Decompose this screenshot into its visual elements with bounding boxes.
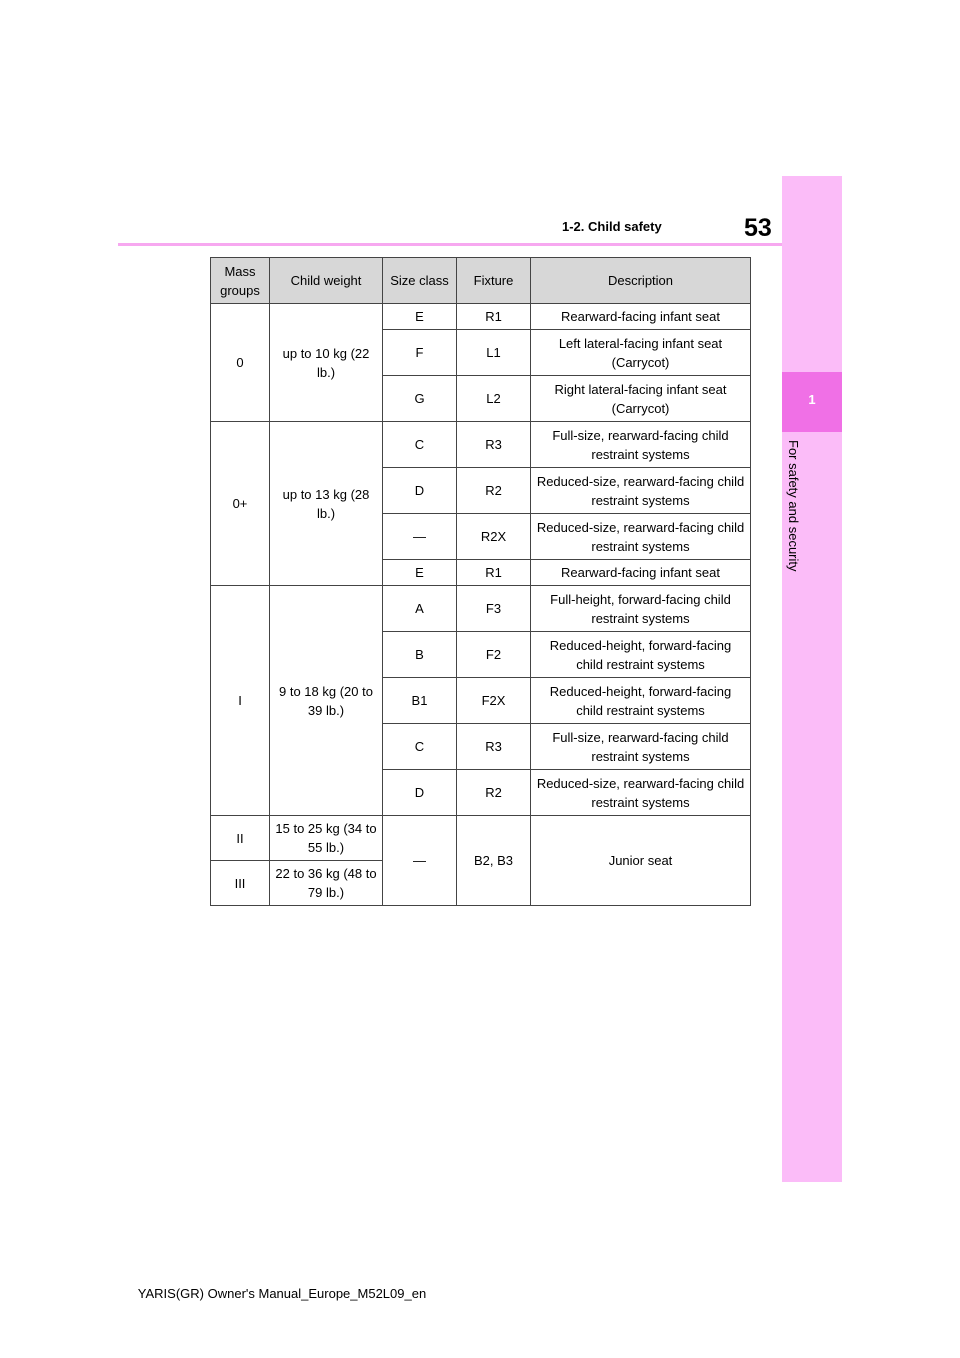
fixture-cell: B2, B3 bbox=[457, 816, 531, 906]
description-cell: Reduced-size, rearward-facing child restraint systems bbox=[531, 770, 751, 816]
mass-group-cell: II bbox=[211, 816, 270, 861]
child-weight-cell: 9 to 18 kg (20 to 39 lb.) bbox=[270, 586, 383, 816]
chapter-title: For safety and security bbox=[786, 440, 801, 572]
size-class-cell: C bbox=[383, 422, 457, 468]
size-class-cell: — bbox=[383, 816, 457, 906]
chapter-side-tab bbox=[782, 176, 842, 1182]
fixture-cell: R1 bbox=[457, 560, 531, 586]
description-cell: Reduced-height, forward-facing child restraint systems bbox=[531, 632, 751, 678]
fixture-cell: F2X bbox=[457, 678, 531, 724]
size-class-cell: B bbox=[383, 632, 457, 678]
description-cell: Rearward-facing infant seat bbox=[531, 304, 751, 330]
fixture-cell: R2 bbox=[457, 468, 531, 514]
size-class-cell: C bbox=[383, 724, 457, 770]
page-number: 53 bbox=[744, 214, 772, 242]
child-weight-cell: up to 10 kg (22 lb.) bbox=[270, 304, 383, 422]
mass-group-cell: I bbox=[211, 586, 270, 816]
description-cell: Reduced-size, rearward-facing child restraint systems bbox=[531, 468, 751, 514]
size-class-cell: D bbox=[383, 770, 457, 816]
size-class-cell: E bbox=[383, 304, 457, 330]
fixture-cell: F2 bbox=[457, 632, 531, 678]
table-row bbox=[211, 816, 751, 861]
fixture-cell: R1 bbox=[457, 304, 531, 330]
header-mass-groups: Mass groups bbox=[211, 258, 270, 304]
description-cell: Left lateral-facing infant seat (Carrycot) bbox=[531, 330, 751, 376]
fixture-cell: R3 bbox=[457, 724, 531, 770]
header-rule bbox=[118, 243, 782, 246]
footer bbox=[0, 1286, 960, 1301]
child-restraint-size-class-table bbox=[210, 257, 751, 906]
table-row bbox=[211, 586, 751, 632]
description-cell: Reduced-height, forward-facing child restraint systems bbox=[531, 678, 751, 724]
fixture-cell: L1 bbox=[457, 330, 531, 376]
description-cell: Reduced-size, rearward-facing child restraint systems bbox=[531, 514, 751, 560]
header-fixture: Fixture bbox=[457, 258, 531, 304]
size-class-cell: A bbox=[383, 586, 457, 632]
description-cell: Rearward-facing infant seat bbox=[531, 560, 751, 586]
fixture-cell: R2 bbox=[457, 770, 531, 816]
child-weight-cell: 15 to 25 kg (34 to 55 lb.) bbox=[270, 816, 383, 861]
footer-text: YARIS(GR) Owner's Manual_Europe_M52L09_en bbox=[137, 1286, 427, 1301]
section-title: 1-2. Child safety bbox=[562, 219, 662, 234]
size-class-cell: G bbox=[383, 376, 457, 422]
description-cell: Full-size, rearward-facing child restraint systems bbox=[531, 422, 751, 468]
size-class-cell: E bbox=[383, 560, 457, 586]
size-class-cell: F bbox=[383, 330, 457, 376]
child-weight-cell: 22 to 36 kg (48 to 79 lb.) bbox=[270, 861, 383, 906]
size-class-cell: — bbox=[383, 514, 457, 560]
fixture-cell: F3 bbox=[457, 586, 531, 632]
description-cell: Junior seat bbox=[531, 816, 751, 906]
size-class-cell: D bbox=[383, 468, 457, 514]
mass-group-cell: III bbox=[211, 861, 270, 906]
description-cell: Full-size, rearward-facing child restraint systems bbox=[531, 724, 751, 770]
header-size-class: Size class bbox=[383, 258, 457, 304]
header-description: Description bbox=[531, 258, 751, 304]
mass-group-cell: 0+ bbox=[211, 422, 270, 586]
fixture-cell: R3 bbox=[457, 422, 531, 468]
table-row bbox=[211, 304, 751, 330]
table-header-row bbox=[211, 258, 751, 304]
mass-group-cell: 0 bbox=[211, 304, 270, 422]
description-cell: Full-height, forward-facing child restraint systems bbox=[531, 586, 751, 632]
description-cell: Right lateral-facing infant seat (Carrycot) bbox=[531, 376, 751, 422]
fixture-cell: L2 bbox=[457, 376, 531, 422]
table-row bbox=[211, 422, 751, 468]
child-weight-cell: up to 13 kg (28 lb.) bbox=[270, 422, 383, 586]
header-child-weight: Child weight bbox=[270, 258, 383, 304]
size-class-cell: B1 bbox=[383, 678, 457, 724]
fixture-cell: R2X bbox=[457, 514, 531, 560]
chapter-number: 1 bbox=[808, 392, 816, 407]
